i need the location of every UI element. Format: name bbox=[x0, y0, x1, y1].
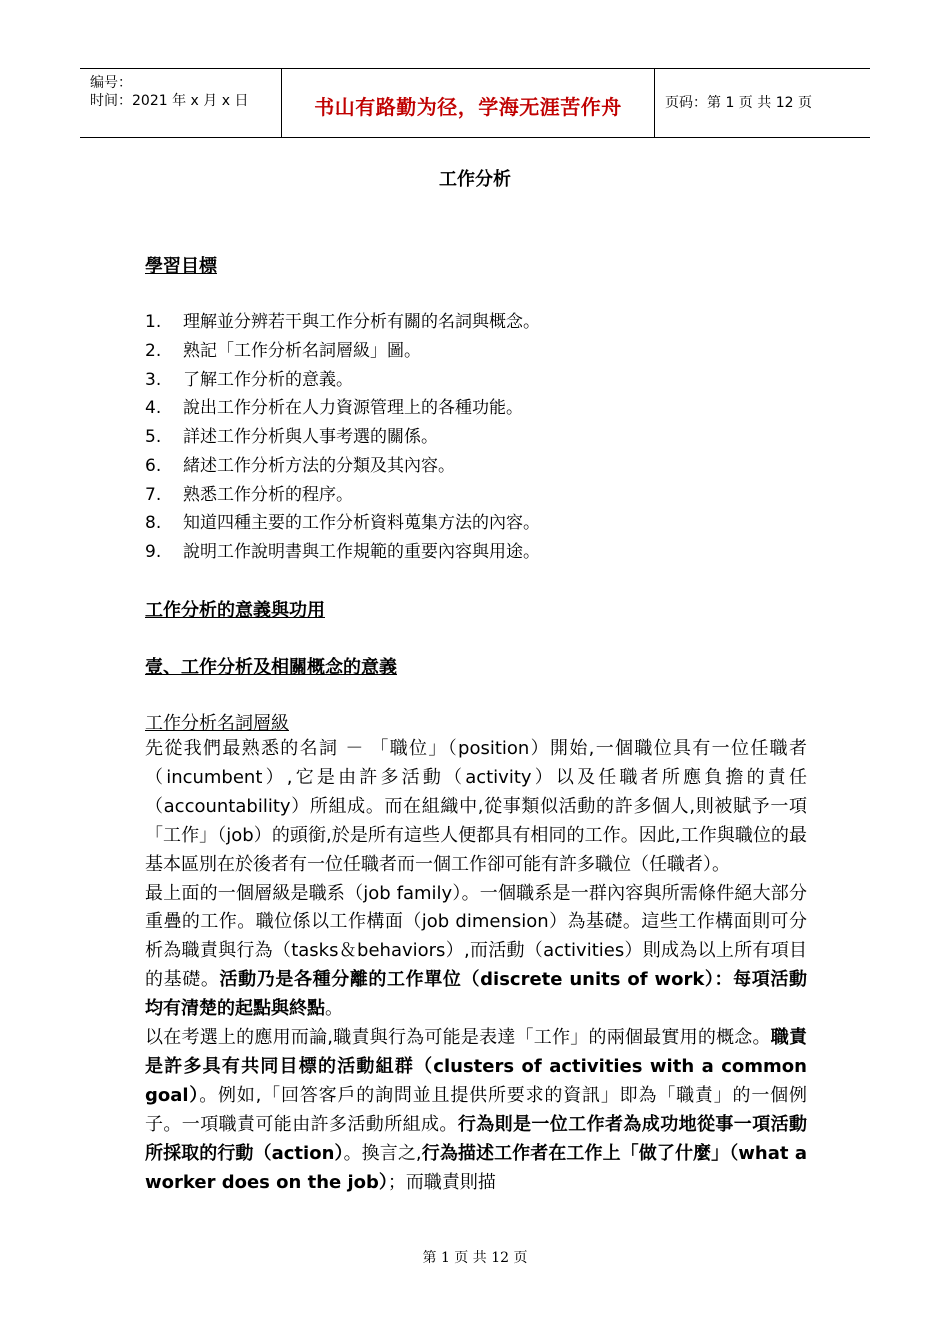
list-number: 8. bbox=[145, 513, 162, 534]
paragraph-text: 。例如,「回答客戶的詢問並且提供所要求的資訊」即為「職責」的一個例子。一項職責可能由許多活動所組成。 bbox=[145, 1084, 807, 1135]
list-number: 5. bbox=[145, 427, 162, 447]
header-page-cell bbox=[655, 69, 870, 137]
body-text bbox=[145, 735, 807, 1198]
list-item bbox=[145, 308, 805, 337]
paragraph-text: 。換言之, bbox=[343, 1142, 422, 1164]
list-number: 4. bbox=[145, 398, 162, 419]
paragraph-emphasis: 活動乃是各種分離的工作單位（discrete units of work）：每項活動均有清楚的起點與終點 bbox=[145, 969, 808, 1020]
header-info-cell bbox=[80, 69, 282, 137]
document-title: 工作分析 bbox=[439, 169, 511, 190]
list-number: 7. bbox=[145, 484, 162, 505]
learning-objectives-list bbox=[145, 308, 805, 567]
list-item bbox=[145, 452, 805, 481]
document-date-label: 时间：2021 年 x 月 x 日 bbox=[90, 93, 249, 109]
paragraph-emphasis: 行為描述工作者在工作上「做了什麼」（what a worker does on the job） bbox=[145, 1142, 807, 1193]
list-number: 1. bbox=[145, 312, 162, 332]
paragraph-2 bbox=[145, 880, 807, 1025]
paragraph-text: ；而職責則描 bbox=[387, 1171, 496, 1193]
subsection-heading: 壹、工作分析及相關概念的意義 bbox=[145, 657, 397, 678]
list-number: 9. bbox=[145, 542, 162, 562]
list-text: 熟記「工作分析名詞層級」圖。 bbox=[183, 340, 421, 361]
list-item bbox=[145, 394, 805, 423]
paragraph-emphasis: 行為則是一位工作者為成功地從事一項活動所採取的行動（action） bbox=[145, 1113, 808, 1164]
document-number-label: 编号： bbox=[90, 75, 132, 91]
list-text: 說明工作說明書與工作規範的重要內容與用途。 bbox=[183, 542, 540, 562]
paragraph-emphasis: 職責是許多具有共同目標的活動組群（clusters of activities with a common goal） bbox=[145, 1027, 808, 1106]
list-item bbox=[145, 423, 805, 452]
paragraph-text: 以在考選上的應用而論,職責與行為可能是表達「工作」的兩個最實用的概念。 bbox=[145, 1027, 771, 1049]
page-footer: 第 1 页 共 12 页 bbox=[422, 1250, 528, 1266]
list-item bbox=[145, 509, 805, 538]
paragraph-text: 最上面的一個層級是職系（job family）。一個職系是一群內容與所需條件絕大部分重疊的工作。職位係以工作構面（job dimension）為基礎。這些工作構面則可分析為職責與行為（tasks＆behaviors）,而活動（activities）則成為以上所有項目的基礎。 bbox=[145, 882, 807, 991]
list-number: 6. bbox=[145, 455, 162, 476]
terms-heading: 工作分析名詞層級 bbox=[145, 713, 289, 734]
paragraph-3 bbox=[145, 1024, 807, 1197]
list-text: 了解工作分析的意義。 bbox=[183, 369, 353, 390]
header-page-label: 页码：第 1 页 共 12 页 bbox=[665, 95, 812, 111]
list-item bbox=[145, 481, 805, 510]
list-number: 3. bbox=[145, 369, 162, 390]
list-text: 理解並分辨若干與工作分析有關的名詞與概念。 bbox=[183, 312, 540, 332]
list-item bbox=[145, 538, 805, 567]
header-motto-cell bbox=[282, 69, 655, 137]
list-text: 熟悉工作分析的程序。 bbox=[183, 484, 353, 505]
section-heading: 工作分析的意義與功用 bbox=[145, 600, 325, 621]
list-text: 詳述工作分析與人事考選的關係。 bbox=[183, 427, 438, 447]
learning-objectives-heading: 學習目標 bbox=[145, 256, 217, 277]
list-text: 知道四種主要的工作分析資料蒐集方法的內容。 bbox=[183, 513, 540, 534]
list-item bbox=[145, 366, 805, 395]
list-number: 2. bbox=[145, 340, 162, 361]
document-header bbox=[80, 68, 870, 138]
paragraph-1: 先從我們最熟悉的名詞 － 「職位」（position）開始,一個職位具有一位任職者（incumbent）,它是由許多活動（activity）以及任職者所應負擔的責任（accountability）所組成。而在組織中,從事類似活動的許多個人,則被賦予一項「工作」（job）的頭銜,於是所有這些人便都具有相同的工作。因此,工作與職位的最基本區別在於後者有一位任職者而一個工作卻可能有許多職位（任職者）。 bbox=[145, 738, 807, 875]
header-motto: 书山有路勤为径，学海无涯苦作舟 bbox=[314, 95, 622, 119]
list-item bbox=[145, 337, 805, 366]
list-text: 說出工作分析在人力資源管理上的各種功能。 bbox=[183, 398, 523, 419]
paragraph-text: 。 bbox=[325, 998, 343, 1020]
list-text: 緒述工作分析方法的分類及其內容。 bbox=[183, 455, 455, 476]
